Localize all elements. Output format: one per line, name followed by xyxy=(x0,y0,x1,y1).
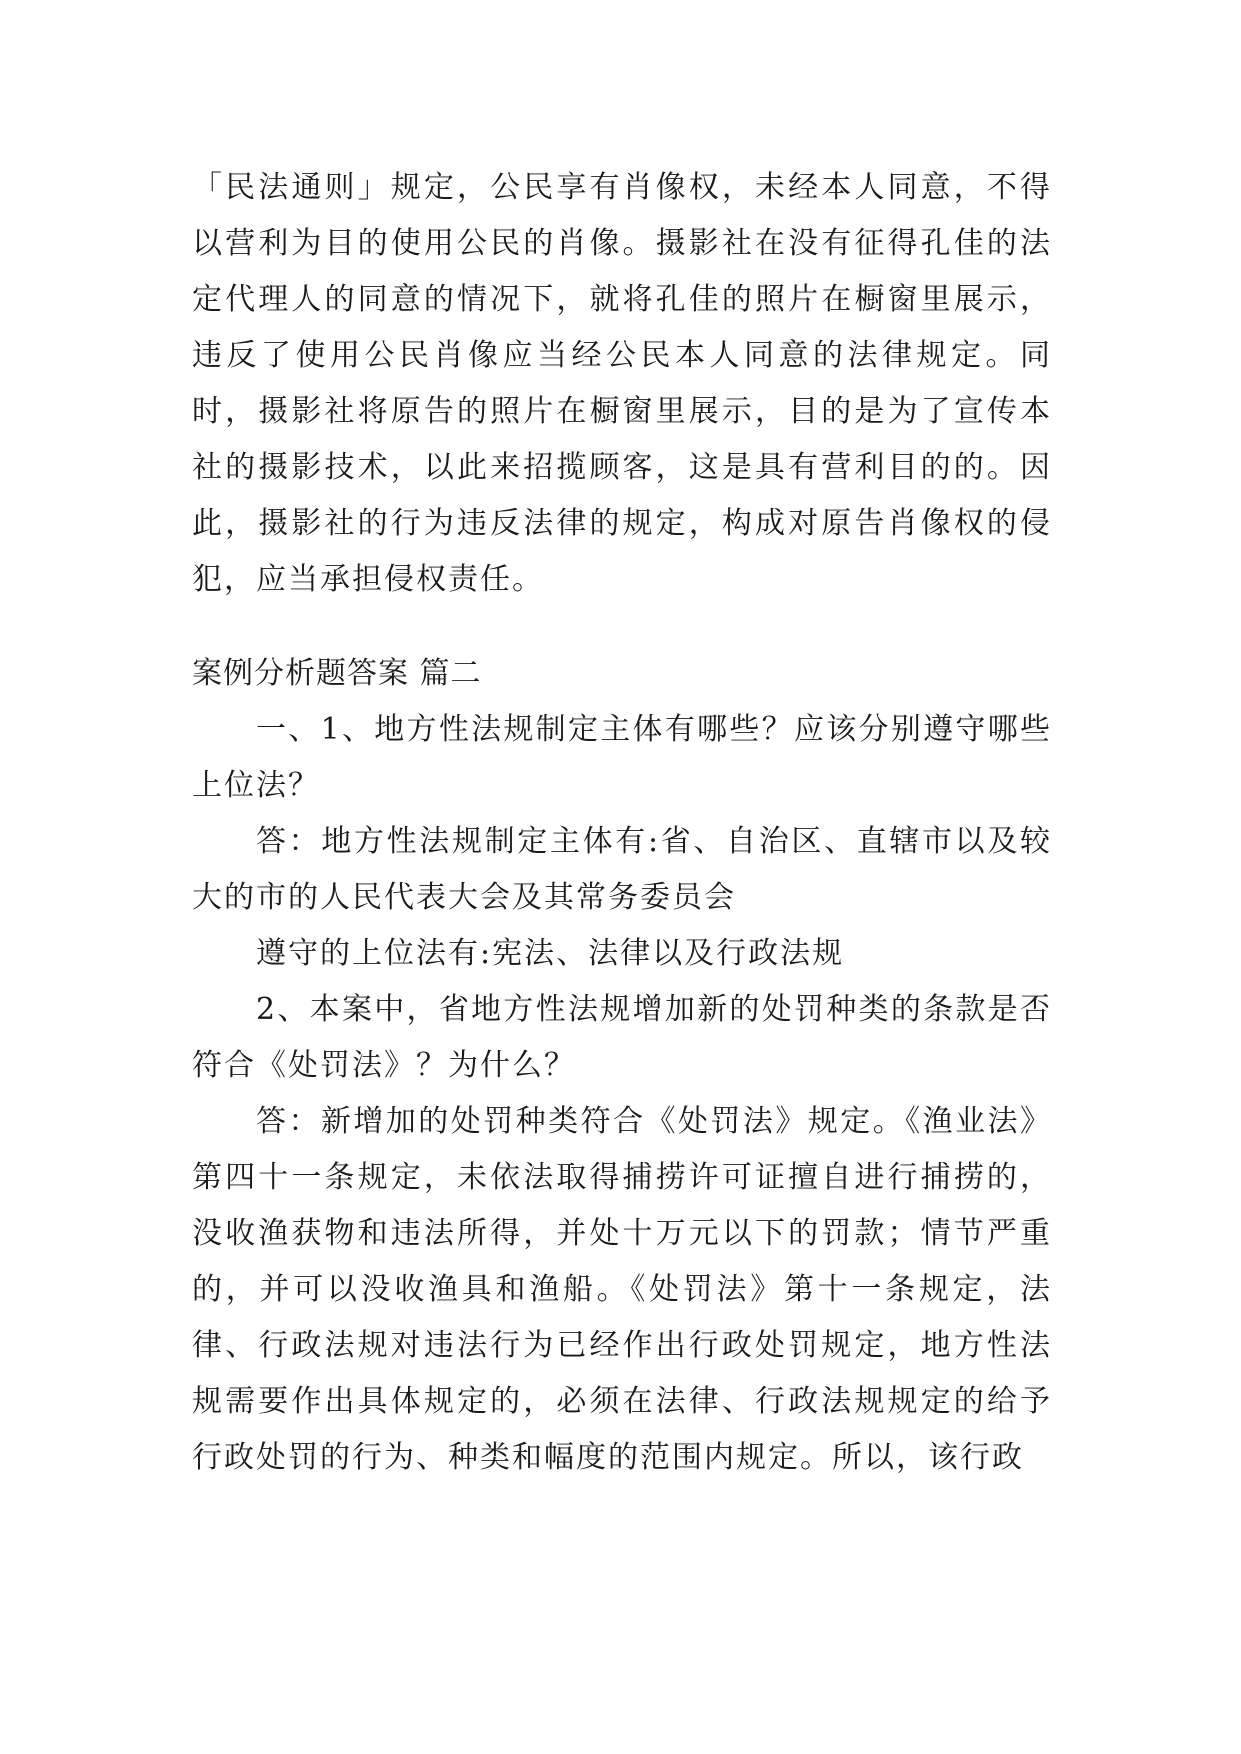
section-title: 案例分析题答案 篇二 xyxy=(192,656,482,691)
question-1: 一、1、地方性法规制定主体有哪些？应该分别遵守哪些上位法？ xyxy=(192,712,1052,803)
answer-1-continued: 遵守的上位法有:宪法、法律以及行政法规 xyxy=(256,936,845,971)
question-2: 2、本案中，省地方性法规增加新的处罚种类的条款是否符合《处罚法》？为什么？ xyxy=(192,992,1052,1083)
answer-1: 答：地方性法规制定主体有:省、自治区、直辖市以及较大的市的人民代表大会及其常务委员会 xyxy=(192,824,1052,915)
document-page xyxy=(192,160,1052,1486)
section-2 xyxy=(192,646,1052,1486)
answer-2: 答：新增加的处罚种类符合《处罚法》规定。《渔业法》第四十一条规定，未依法取得捕捞许可证擅自进行捕捞的，没收渔获物和违法所得，并处十万元以下的罚款；情节严重的，并可以没收渔具和渔船。《处罚法》第十一条规定，法律、行政法规对违法行为已经作出行政处罚规定，地方性法规需要作出具体规定的，必须在法律、行政法规规定的给予行政处罚的行为、种类和幅度的范围内规定。所以，该行政 xyxy=(192,1104,1052,1475)
intro-paragraph: 「民法通则」规定，公民享有肖像权，未经本人同意，不得以营利为目的使用公民的肖像。摄影社在没有征得孔佳的法定代理人的同意的情况下，就将孔佳的照片在橱窗里展示，违反了使用公民肖像应当经公民本人同意的法律规定。同时，摄影社将原告的照片在橱窗里展示，目的是为了宣传本社的摄影技术，以此来招揽顾客，这是具有营利目的的。因此，摄影社的行为违反法律的规定，构成对原告肖像权的侵犯，应当承担侵权责任。 xyxy=(192,170,1052,597)
